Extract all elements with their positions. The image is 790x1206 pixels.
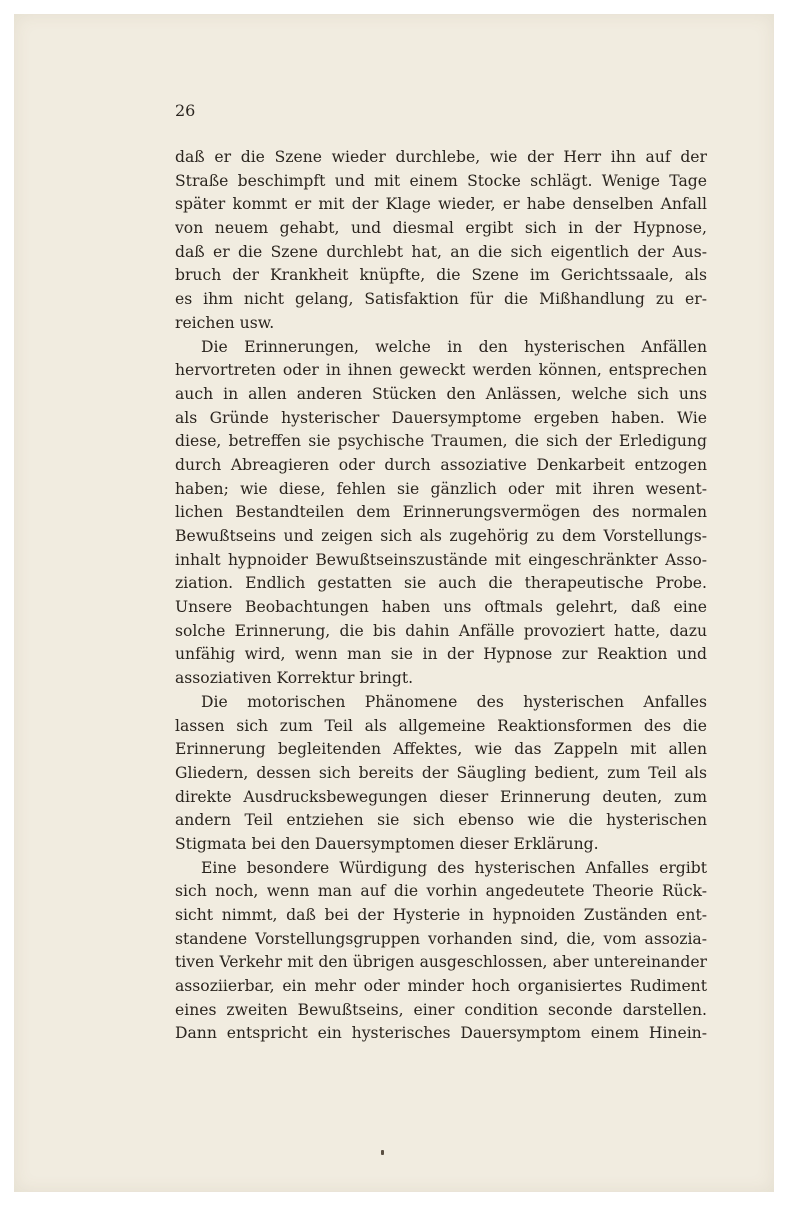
text-line: auch in allen anderen Stücken den Anlässen, welche sich uns — [175, 384, 707, 403]
paragraph-2 — [175, 336, 707, 691]
ink-speck — [381, 1150, 384, 1155]
text-line: assoziativen Korrektur bringt. — [175, 669, 414, 688]
text-line: Die Erinnerungen, welche in den hysterischen Anfällen — [201, 337, 707, 356]
text-line: lichen Bestandteilen dem Erinnerungsvermögen des normalen — [175, 503, 707, 522]
text-line: sicht nimmt, daß bei der Hysterie in hypnoiden Zuständen ent- — [175, 906, 707, 924]
text-line: tiven Verkehr mit den übrigen ausgeschlossen, aber untereinander — [175, 953, 707, 972]
text-line: eines zweiten Bewußtseins, einer condition seconde darstellen. — [175, 1000, 707, 1019]
text-line: assoziierbar, ein mehr oder minder hoch organisiertes Rudiment — [175, 977, 707, 996]
text-line: Dann entspricht ein hysterisches Dauersymptom einem Hinein- — [175, 1024, 707, 1043]
text-line: sich noch, wenn man auf die vorhin angedeutete Theorie Rück- — [175, 882, 707, 901]
text-line: reichen usw. — [175, 313, 275, 332]
text-line: es ihm nicht gelang, Satisfaktion für die Mißhandlung zu er- — [175, 290, 707, 309]
text-line: Eine besondere Würdigung des hysterischen Anfalles ergibt — [201, 858, 707, 877]
text-line: lassen sich zum Teil als allgemeine Reaktionsformen des die — [175, 716, 707, 735]
body-text — [175, 146, 707, 1046]
text-line: Die motorischen Phänomene des hysterischen Anfalles — [201, 692, 707, 711]
page-number: 26 — [175, 101, 196, 120]
text-line: standene Vorstellungsgruppen vorhanden sind, die, vom assozia- — [175, 929, 707, 948]
text-line: durch Abreagieren oder durch assoziative Denkarbeit entzogen — [175, 455, 707, 474]
text-line: bruch der Krankheit knüpfte, die Szene im Gerichtssaale, als — [175, 266, 707, 285]
text-line: unfähig wird, wenn man sie in der Hypnose zur Reaktion und — [175, 645, 707, 664]
text-line: Bewußtseins und zeigen sich als zugehörig zu dem Vorstellungs- — [175, 527, 707, 545]
text-line: Straße beschimpft und mit einem Stocke schlägt. Wenige Tage — [175, 171, 707, 190]
text-line: von neuem gehabt, und diesmal ergibt sich in der Hypnose, — [175, 219, 707, 238]
text-line: ziation. Endlich gestatten sie auch die therapeutische Probe. — [175, 574, 707, 593]
text-line: Unsere Beobachtungen haben uns oftmals gelehrt, daß eine — [175, 598, 707, 617]
text-line: andern Teil entziehen sie sich ebenso wie die hysterischen — [175, 811, 707, 830]
paragraph-4 — [175, 857, 707, 1047]
text-line: daß er die Szene durchlebt hat, an die sich eigentlich der Aus- — [175, 242, 707, 261]
text-line: solche Erinnerung, die bis dahin Anfälle provoziert hatte, dazu — [175, 621, 707, 640]
text-line: direkte Ausdrucksbewegungen dieser Erinnerung deuten, zum — [175, 787, 707, 806]
text-line: diese, betreffen sie psychische Traumen, die sich der Erledigung — [175, 432, 707, 451]
text-line: Erinnerung begleitenden Affektes, wie das Zappeln mit allen — [175, 740, 707, 759]
text-line: Stigmata bei den Dauersymptomen dieser Erklärung. — [175, 834, 599, 853]
text-line: daß er die Szene wieder durchlebe, wie der Herr ihn auf der — [175, 148, 707, 166]
text-line: inhalt hypnoider Bewußtseinszustände mit eingeschränkter Asso- — [175, 550, 707, 569]
text-line: haben; wie diese, fehlen sie gänzlich oder mit ihren wesent- — [175, 479, 707, 498]
paragraph-3 — [175, 691, 707, 857]
text-line: später kommt er mit der Klage wieder, er habe denselben Anfall — [175, 195, 707, 214]
text-line: Gliedern, dessen sich bereits der Säugling bedient, zum Teil als — [175, 763, 707, 782]
text-line: als Gründe hysterischer Dauersymptome ergeben haben. Wie — [175, 408, 707, 427]
text-line: hervortreten oder in ihnen geweckt werden können, entsprechen — [175, 361, 707, 380]
paragraph-1 — [175, 146, 707, 336]
